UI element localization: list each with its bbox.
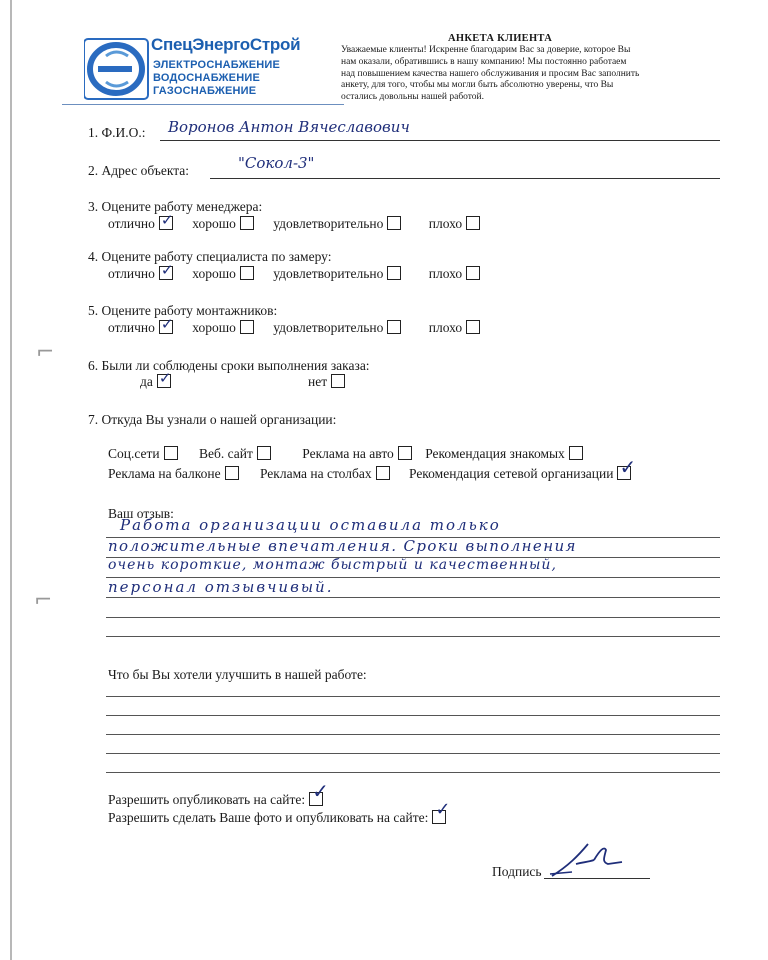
q5-good-checkbox[interactable] — [240, 320, 254, 334]
scan-mark-icon: ⌐ — [34, 588, 53, 613]
option-label: отлично — [108, 216, 155, 231]
q7-label: 7. Откуда Вы узнали о нашей организации: — [88, 412, 337, 427]
intro-text — [341, 45, 716, 104]
brand-line-power: ЭЛЕКТРОСНАБЖЕНИЕ — [153, 59, 281, 71]
scan-mark-icon: ⌐ — [36, 340, 55, 365]
q3-excellent-checkbox[interactable] — [159, 211, 174, 230]
intro-line: нам оказали, обратившись в нашу компанию! Мы постоянно работаем — [341, 56, 627, 67]
option-label: плохо — [428, 216, 463, 231]
review-label: Ваш отзыв: — [108, 506, 174, 521]
q7-balcony-ad-checkbox[interactable] — [225, 466, 239, 480]
review-line-2[interactable]: положительные впечатления. Сроки выполнения — [108, 537, 577, 555]
q5-satisfactory-checkbox[interactable] — [387, 320, 401, 334]
review-line-3[interactable]: очень короткие, монтаж быстрый и качественный, — [108, 557, 557, 573]
option-label: плохо — [428, 266, 463, 281]
option-label: плохо — [428, 320, 463, 335]
q6-yes-checkbox[interactable] — [157, 369, 172, 388]
q6-no-option — [308, 374, 345, 390]
q4-excellent-checkbox[interactable] — [159, 261, 174, 280]
intro-line: над повышением качества нашего обслуживания и просим Вас заполнить — [341, 68, 640, 79]
review-line-1[interactable]: Работа организации оставила только — [120, 516, 501, 534]
option-label: отлично — [108, 320, 155, 335]
option-label: удовлетворительно — [273, 266, 384, 281]
check-icon: ✓ — [160, 261, 174, 279]
check-icon: ✓ — [435, 799, 451, 820]
option-label: хорошо — [192, 320, 236, 335]
check-icon: ✓ — [160, 211, 174, 229]
signature-label: Подпись — [492, 864, 542, 879]
q3-options — [108, 211, 480, 232]
publish-consent-checkbox[interactable] — [309, 779, 329, 806]
q3-bad-checkbox[interactable] — [466, 216, 480, 230]
review-rule — [106, 617, 720, 618]
intro-line: анкету, для того, чтобы мы могли быть абсолютно уверены, что Вы — [341, 80, 614, 91]
q7-row2 — [108, 455, 637, 482]
q5-options — [108, 315, 480, 336]
q7-website-checkbox[interactable] — [257, 446, 271, 460]
option-label: да — [140, 374, 153, 389]
publish-consent — [108, 779, 329, 808]
q5-excellent-checkbox[interactable] — [159, 315, 174, 334]
check-icon: ✓ — [160, 315, 174, 333]
review-rule — [106, 597, 720, 598]
check-icon: ✓ — [312, 779, 329, 803]
option-label: нет — [308, 374, 328, 389]
improve-rule — [106, 772, 720, 773]
option-label: Веб. сайт — [199, 446, 253, 461]
q6-no-checkbox[interactable] — [331, 374, 345, 388]
brand-line-water: ВОДОСНАБЖЕНИЕ — [153, 72, 261, 84]
option-label: хорошо — [192, 216, 236, 231]
option-label: отлично — [108, 266, 155, 281]
q4-bad-checkbox[interactable] — [466, 266, 480, 280]
q4-satisfactory-checkbox[interactable] — [387, 266, 401, 280]
check-icon: ✓ — [619, 455, 637, 479]
q3-good-checkbox[interactable] — [240, 216, 254, 230]
q5-bad-checkbox[interactable] — [466, 320, 480, 334]
check-icon: ✓ — [158, 369, 172, 387]
option-label: хорошо — [192, 266, 236, 281]
q7-social-checkbox[interactable] — [164, 446, 178, 460]
header-rule — [62, 104, 344, 105]
q7-pole-ad-checkbox[interactable] — [376, 466, 390, 480]
option-label: удовлетворительно — [273, 320, 384, 335]
q7-car-ad-checkbox[interactable] — [398, 446, 412, 460]
option-label: Реклама на балконе — [108, 466, 221, 481]
improve-rule — [106, 734, 720, 735]
q3-satisfactory-checkbox[interactable] — [387, 216, 401, 230]
photo-consent-checkbox[interactable] — [432, 799, 451, 824]
improve-rule — [106, 696, 720, 697]
q4-good-checkbox[interactable] — [240, 266, 254, 280]
option-label: удовлетворительно — [273, 216, 384, 231]
brand-name: СпецЭнергоСтрой — [151, 35, 301, 54]
intro-line: Уважаемые клиенты! Искренне благодарим Вас за доверие, которое Вы — [341, 45, 631, 55]
q6-yes-option — [140, 369, 172, 390]
q1-answer[interactable]: Воронов Антон Вячеславович — [168, 118, 410, 136]
q7-network-org-checkbox[interactable] — [617, 455, 637, 480]
improve-label: Что бы Вы хотели улучшить в нашей работе: — [108, 667, 367, 682]
intro-line: остались довольны нашей работой. — [341, 92, 485, 103]
q4-label: 4. Оцените работу специалиста по замеру: — [88, 249, 332, 264]
q3-label: 3. Оцените работу менеджера: — [88, 199, 263, 214]
signature-scribble-icon[interactable] — [548, 836, 628, 886]
option-label: Рекомендация знакомых — [425, 446, 565, 461]
option-label: Реклама на авто — [302, 446, 394, 461]
improve-rule — [106, 715, 720, 716]
form-title: АНКЕТА КЛИЕНТА — [448, 33, 553, 44]
option-label: Реклама на столбах — [259, 466, 372, 481]
option-label: Соц.сети — [108, 446, 160, 461]
scan-edge — [10, 0, 12, 960]
q5-label: 5. Оцените работу монтажников: — [88, 303, 278, 318]
q2-answer[interactable]: "Сокол-3" — [238, 154, 315, 172]
option-label: Рекомендация сетевой организации — [408, 466, 614, 481]
q2-underline — [210, 178, 720, 179]
publish-consent-label: Разрешить опубликовать на сайте: — [108, 792, 306, 807]
q2-label: 2. Адрес объекта: — [88, 163, 190, 178]
improve-rule — [106, 753, 720, 754]
q4-options — [108, 261, 480, 282]
q6-label: 6. Были ли соблюдены сроки выполнения заказа: — [88, 358, 370, 373]
q7-row1 — [108, 446, 583, 462]
brand-line-gas: ГАЗОСНАБЖЕНИЕ — [153, 85, 257, 97]
q7-friends-checkbox[interactable] — [569, 446, 583, 460]
review-rule — [106, 636, 720, 637]
review-line-4[interactable]: персонал отзывчивый. — [108, 578, 334, 596]
photo-consent-label: Разрешить сделать Ваше фото и опубликовать на сайте: — [108, 810, 429, 825]
q1-label: 1. Ф.И.О.: — [88, 125, 146, 140]
q1-underline — [160, 140, 720, 141]
